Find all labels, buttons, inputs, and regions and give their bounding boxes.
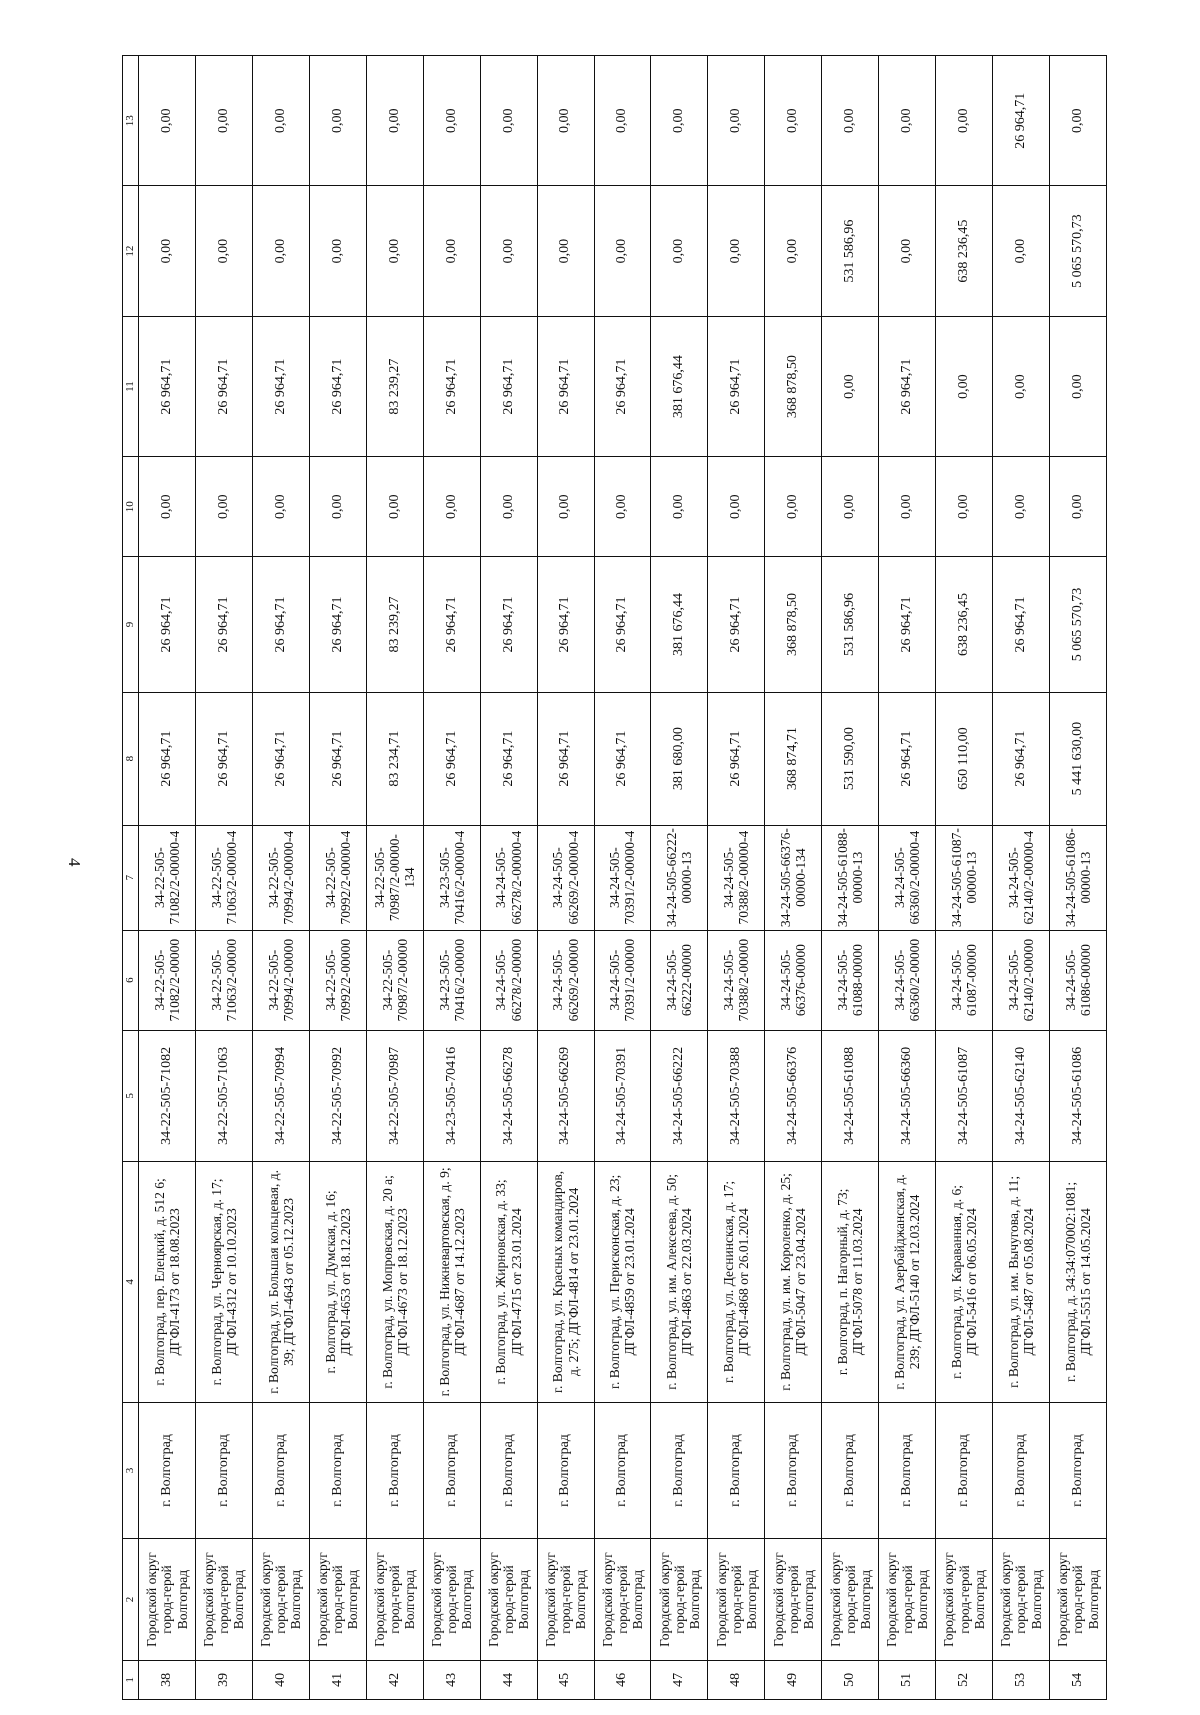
- table-row: [651, 56, 708, 1700]
- amount-col-10-cell: 0,00: [993, 457, 1050, 557]
- municipality-cell: Городской округ город-герой Волгоград: [708, 1539, 765, 1660]
- column-number-row: [123, 56, 139, 1700]
- amount-col-12-cell: 0,00: [195, 186, 252, 316]
- row-number-cell: 53: [993, 1660, 1050, 1699]
- amount-col-8-cell: 83 234,71: [366, 692, 423, 825]
- cadastral-code-cell: 34-22-505-71063: [195, 1030, 252, 1162]
- amount-col-8-cell: 531 590,00: [822, 692, 879, 825]
- cadastral-code-cell: 34-24-505-70388: [708, 1030, 765, 1162]
- address-agreement-cell: г. Волгоград, ул. им. Алексеева, д. 50; ДГФЛ-4863 от 22.03.2024: [651, 1162, 708, 1402]
- address-agreement-cell: г. Волгоград, ул. Жирновская, д. 33; ДГФЛ-4715 от 23.01.2024: [480, 1162, 537, 1402]
- column-number: 5: [123, 1030, 139, 1162]
- cadastral-code-cell: 34-22-505-70992: [309, 1030, 366, 1162]
- column-number: 12: [123, 186, 139, 316]
- cadastral-code-cell: 34-24-505-66360: [879, 1030, 936, 1162]
- address-agreement-cell: г. Волгоград, ул. Перисконская, д. 23; ДГФЛ-4859 от 23.01.2024: [594, 1162, 651, 1402]
- amount-col-9-cell: 381 676,44: [651, 557, 708, 692]
- tech-conditions-id-cell: 34-24-505-66269/2-00000: [537, 930, 594, 1030]
- table-row: [1050, 56, 1107, 1700]
- cadastral-code-cell: 34-24-505-62140: [993, 1030, 1050, 1162]
- municipality-cell: Городской округ город-герой Волгоград: [879, 1539, 936, 1660]
- table-body: [139, 56, 1107, 1700]
- municipality-cell: Городской округ город-герой Волгоград: [366, 1539, 423, 1660]
- application-id-cell: 34-24-505-66360/2-00000-4: [879, 825, 936, 930]
- application-id-cell: 34-24-505-66222-00000-13: [651, 825, 708, 930]
- row-number-cell: 46: [594, 1660, 651, 1699]
- table-row: [765, 56, 822, 1700]
- amount-col-12-cell: 0,00: [708, 186, 765, 316]
- table-row: [537, 56, 594, 1700]
- application-id-cell: 34-24-505-66278/2-00000-4: [480, 825, 537, 930]
- amount-col-8-cell: 26 964,71: [537, 692, 594, 825]
- table-row: [708, 56, 765, 1700]
- amount-col-9-cell: 26 964,71: [993, 557, 1050, 692]
- amount-col-8-cell: 26 964,71: [309, 692, 366, 825]
- amount-col-12-cell: 531 586,96: [822, 186, 879, 316]
- table-row: [309, 56, 366, 1700]
- tech-conditions-id-cell: 34-22-505-71082/2-00000: [139, 930, 196, 1030]
- row-number-cell: 43: [423, 1660, 480, 1699]
- amount-col-8-cell: 26 964,71: [480, 692, 537, 825]
- amount-col-12-cell: 0,00: [480, 186, 537, 316]
- application-id-cell: 34-24-505-61086-00000-13: [1050, 825, 1107, 930]
- tech-conditions-id-cell: 34-24-505-66376-00000: [765, 930, 822, 1030]
- tech-conditions-id-cell: 34-22-505-70987/2-00000: [366, 930, 423, 1030]
- amount-col-9-cell: 26 964,71: [708, 557, 765, 692]
- application-id-cell: 34-22-505-70987/2-00000-134: [366, 825, 423, 930]
- amount-col-8-cell: 5 441 630,00: [1050, 692, 1107, 825]
- municipality-cell: Городской округ город-герой Волгоград: [537, 1539, 594, 1660]
- municipality-cell: Городской округ город-герой Волгоград: [594, 1539, 651, 1660]
- amount-col-9-cell: 26 964,71: [309, 557, 366, 692]
- amount-col-11-cell: 26 964,71: [594, 316, 651, 456]
- tech-conditions-id-cell: 34-24-505-61087-00000: [936, 930, 993, 1030]
- cadastral-code-cell: 34-22-505-70994: [252, 1030, 309, 1162]
- amount-col-8-cell: 26 964,71: [993, 692, 1050, 825]
- amount-col-13-cell: 0,00: [1050, 56, 1107, 187]
- amount-col-13-cell: 0,00: [651, 56, 708, 187]
- tech-conditions-id-cell: 34-24-505-66222-00000: [651, 930, 708, 1030]
- application-id-cell: 34-24-505-70391/2-00000-4: [594, 825, 651, 930]
- table-row: [594, 56, 651, 1700]
- amount-col-12-cell: 0,00: [765, 186, 822, 316]
- amount-col-10-cell: 0,00: [822, 457, 879, 557]
- settlement-cell: г. Волгоград: [651, 1402, 708, 1539]
- table-row: [139, 56, 196, 1700]
- page-number: 4: [65, 858, 84, 867]
- address-agreement-cell: г. Волгоград, ул. Нижневартовская, д. 9; ДГФЛ-4687 от 14.12.2023: [423, 1162, 480, 1402]
- column-number: 11: [123, 316, 139, 456]
- amount-col-13-cell: 0,00: [765, 56, 822, 187]
- settlement-cell: г. Волгоград: [195, 1402, 252, 1539]
- tech-conditions-id-cell: 34-24-505-62140/2-00000: [993, 930, 1050, 1030]
- amount-col-9-cell: 368 878,50: [765, 557, 822, 692]
- settlement-cell: г. Волгоград: [708, 1402, 765, 1539]
- tech-conditions-id-cell: 34-24-505-61086-00000: [1050, 930, 1107, 1030]
- tech-conditions-id-cell: 34-22-505-71063/2-00000: [195, 930, 252, 1030]
- amount-col-13-cell: 0,00: [936, 56, 993, 187]
- amount-col-10-cell: 0,00: [1050, 457, 1107, 557]
- address-agreement-cell: г. Волгоград, ул. Думская, д. 16; ДГФЛ-4653 от 18.12.2023: [309, 1162, 366, 1402]
- amount-col-13-cell: 0,00: [423, 56, 480, 187]
- address-agreement-cell: г. Волгоград, пер. Елецкий, д. 512 6; ДГФЛ-4173 от 18.08.2023: [139, 1162, 196, 1402]
- amount-col-9-cell: 26 964,71: [195, 557, 252, 692]
- cadastral-code-cell: 34-22-505-71082: [139, 1030, 196, 1162]
- row-number-cell: 41: [309, 1660, 366, 1699]
- tech-conditions-id-cell: 34-24-505-66278/2-00000: [480, 930, 537, 1030]
- tech-conditions-id-cell: 34-24-505-61088-00000: [822, 930, 879, 1030]
- amount-col-9-cell: 5 065 570,73: [1050, 557, 1107, 692]
- address-agreement-cell: г. Волгоград, ул. им. Вычугова, д. 11; ДГФЛ-5487 от 05.08.2024: [993, 1162, 1050, 1402]
- column-number: 13: [123, 56, 139, 187]
- row-number-cell: 49: [765, 1660, 822, 1699]
- row-number-cell: 48: [708, 1660, 765, 1699]
- column-number: 7: [123, 825, 139, 930]
- application-id-cell: 34-24-505-62140/2-00000-4: [993, 825, 1050, 930]
- amount-col-10-cell: 0,00: [537, 457, 594, 557]
- amount-col-13-cell: 0,00: [480, 56, 537, 187]
- amount-col-12-cell: 5 065 570,73: [1050, 186, 1107, 316]
- amount-col-13-cell: 0,00: [195, 56, 252, 187]
- row-number-cell: 40: [252, 1660, 309, 1699]
- amount-col-11-cell: 83 239,27: [366, 316, 423, 456]
- address-agreement-cell: г. Волгоград, ул. Деснинская, д. 17; ДГФЛ-4868 от 26.01.2024: [708, 1162, 765, 1402]
- municipality-cell: Городской округ город-герой Волгоград: [1050, 1539, 1107, 1660]
- amount-col-9-cell: 531 586,96: [822, 557, 879, 692]
- cadastral-code-cell: 34-24-505-70391: [594, 1030, 651, 1162]
- amount-col-12-cell: 0,00: [993, 186, 1050, 316]
- cadastral-code-cell: 34-24-505-66376: [765, 1030, 822, 1162]
- settlement-cell: г. Волгоград: [537, 1402, 594, 1539]
- amount-col-13-cell: 0,00: [139, 56, 196, 187]
- amount-col-10-cell: 0,00: [765, 457, 822, 557]
- settlement-cell: г. Волгоград: [480, 1402, 537, 1539]
- amount-col-12-cell: 0,00: [879, 186, 936, 316]
- amount-col-9-cell: 83 239,27: [366, 557, 423, 692]
- address-agreement-cell: г. Волгоград, ул. Азербайджанская, д. 239; ДГФЛ-5140 от 12.03.2024: [879, 1162, 936, 1402]
- amount-col-8-cell: 26 964,71: [252, 692, 309, 825]
- tech-conditions-id-cell: 34-23-505-70416/2-00000: [423, 930, 480, 1030]
- application-id-cell: 34-24-505-66376-00000-134: [765, 825, 822, 930]
- tech-conditions-id-cell: 34-24-505-70388/2-00000: [708, 930, 765, 1030]
- amount-col-10-cell: 0,00: [480, 457, 537, 557]
- application-id-cell: 34-22-505-71063/2-00000-4: [195, 825, 252, 930]
- table-row: [252, 56, 309, 1700]
- table-row: [480, 56, 537, 1700]
- municipality-cell: Городской округ город-герой Волгоград: [252, 1539, 309, 1660]
- amount-col-11-cell: 0,00: [822, 316, 879, 456]
- amount-col-10-cell: 0,00: [139, 457, 196, 557]
- municipality-cell: Городской округ город-герой Волгоград: [309, 1539, 366, 1660]
- amount-col-11-cell: 26 964,71: [708, 316, 765, 456]
- amount-col-10-cell: 0,00: [879, 457, 936, 557]
- application-id-cell: 34-22-505-70994/2-00000-4: [252, 825, 309, 930]
- column-number: 4: [123, 1162, 139, 1402]
- cadastral-code-cell: 34-24-505-66222: [651, 1030, 708, 1162]
- amount-col-8-cell: 368 874,71: [765, 692, 822, 825]
- row-number-cell: 47: [651, 1660, 708, 1699]
- tech-conditions-id-cell: 34-24-505-70391/2-00000: [594, 930, 651, 1030]
- amount-col-10-cell: 0,00: [708, 457, 765, 557]
- amount-col-8-cell: 26 964,71: [594, 692, 651, 825]
- application-id-cell: 34-22-505-71082/2-00000-4: [139, 825, 196, 930]
- address-agreement-cell: г. Волгоград, ул. Большая кольцевая, д. 39; ДГФЛ-4643 от 05.12.2023: [252, 1162, 309, 1402]
- column-number: 3: [123, 1402, 139, 1539]
- settlement-cell: г. Волгоград: [366, 1402, 423, 1539]
- amount-col-8-cell: 26 964,71: [195, 692, 252, 825]
- amount-col-11-cell: 26 964,71: [537, 316, 594, 456]
- amount-col-9-cell: 26 964,71: [879, 557, 936, 692]
- settlement-cell: г. Волгоград: [879, 1402, 936, 1539]
- row-number-cell: 44: [480, 1660, 537, 1699]
- municipality-cell: Городской округ город-герой Волгоград: [822, 1539, 879, 1660]
- settlement-cell: г. Волгоград: [309, 1402, 366, 1539]
- cadastral-code-cell: 34-23-505-70416: [423, 1030, 480, 1162]
- amount-col-12-cell: 0,00: [594, 186, 651, 316]
- address-agreement-cell: г. Волгоград, ул. Красных командиров, д. 275; ДГФЛ-4814 от 23.01.2024: [537, 1162, 594, 1402]
- table-row: [366, 56, 423, 1700]
- tech-conditions-id-cell: 34-22-505-70992/2-00000: [309, 930, 366, 1030]
- cadastral-code-cell: 34-22-505-70987: [366, 1030, 423, 1162]
- application-id-cell: 34-22-505-70992/2-00000-4: [309, 825, 366, 930]
- table-row: [879, 56, 936, 1700]
- amount-col-8-cell: 26 964,71: [708, 692, 765, 825]
- cadastral-code-cell: 34-24-505-66269: [537, 1030, 594, 1162]
- amount-col-9-cell: 26 964,71: [594, 557, 651, 692]
- address-agreement-cell: г. Волгоград, ул. Караванная, д. 6; ДГФЛ-5416 от 06.05.2024: [936, 1162, 993, 1402]
- settlement-cell: г. Волгоград: [252, 1402, 309, 1539]
- municipality-cell: Городской округ город-герой Волгоград: [195, 1539, 252, 1660]
- settlement-cell: г. Волгоград: [1050, 1402, 1107, 1539]
- amount-col-12-cell: 0,00: [309, 186, 366, 316]
- amount-col-9-cell: 26 964,71: [252, 557, 309, 692]
- amount-col-13-cell: 0,00: [822, 56, 879, 187]
- address-agreement-cell: г. Волгоград, п. Нагорный, д. 73; ДГФЛ-5078 от 11.03.2024: [822, 1162, 879, 1402]
- address-agreement-cell: г. Волгоград, д. 34:34:070002:1081; ДГФЛ-5515 от 14.05.2024: [1050, 1162, 1107, 1402]
- amount-col-11-cell: 26 964,71: [139, 316, 196, 456]
- amount-col-10-cell: 0,00: [195, 457, 252, 557]
- municipality-cell: Городской округ город-герой Волгоград: [139, 1539, 196, 1660]
- municipality-cell: Городской округ город-герой Волгоград: [651, 1539, 708, 1660]
- tech-conditions-id-cell: 34-22-505-70994/2-00000: [252, 930, 309, 1030]
- amount-col-13-cell: 0,00: [252, 56, 309, 187]
- amount-col-10-cell: 0,00: [651, 457, 708, 557]
- amount-col-8-cell: 381 680,00: [651, 692, 708, 825]
- amount-col-13-cell: 0,00: [366, 56, 423, 187]
- row-number-cell: 39: [195, 1660, 252, 1699]
- amount-col-9-cell: 26 964,71: [139, 557, 196, 692]
- column-number: 10: [123, 457, 139, 557]
- row-number-cell: 54: [1050, 1660, 1107, 1699]
- amount-col-10-cell: 0,00: [423, 457, 480, 557]
- amount-col-9-cell: 26 964,71: [480, 557, 537, 692]
- address-agreement-cell: г. Волгоград, ул. Мопровская, д. 20 а; ДГФЛ-4673 от 18.12.2023: [366, 1162, 423, 1402]
- amount-col-11-cell: 0,00: [993, 316, 1050, 456]
- municipality-cell: Городской округ город-герой Волгоград: [765, 1539, 822, 1660]
- amount-col-12-cell: 0,00: [651, 186, 708, 316]
- municipality-cell: Городской округ город-герой Волгоград: [423, 1539, 480, 1660]
- table-row: [993, 56, 1050, 1700]
- amount-col-11-cell: 26 964,71: [480, 316, 537, 456]
- amount-col-10-cell: 0,00: [936, 457, 993, 557]
- table-row: [195, 56, 252, 1700]
- amount-col-10-cell: 0,00: [309, 457, 366, 557]
- row-number-cell: 51: [879, 1660, 936, 1699]
- application-id-cell: 34-24-505-61088-00000-13: [822, 825, 879, 930]
- row-number-cell: 52: [936, 1660, 993, 1699]
- amount-col-12-cell: 0,00: [537, 186, 594, 316]
- settlement-cell: г. Волгоград: [936, 1402, 993, 1539]
- cadastral-code-cell: 34-24-505-61088: [822, 1030, 879, 1162]
- application-id-cell: 34-24-505-66269/2-00000-4: [537, 825, 594, 930]
- amount-col-8-cell: 26 964,71: [879, 692, 936, 825]
- amount-col-11-cell: 26 964,71: [309, 316, 366, 456]
- cadastral-code-cell: 34-24-505-66278: [480, 1030, 537, 1162]
- row-number-cell: 38: [139, 1660, 196, 1699]
- amount-col-8-cell: 26 964,71: [139, 692, 196, 825]
- amount-col-12-cell: 0,00: [252, 186, 309, 316]
- amount-col-12-cell: 0,00: [366, 186, 423, 316]
- amount-col-11-cell: 368 878,50: [765, 316, 822, 456]
- cadastral-code-cell: 34-24-505-61087: [936, 1030, 993, 1162]
- amount-col-10-cell: 0,00: [252, 457, 309, 557]
- amount-col-11-cell: 0,00: [936, 316, 993, 456]
- column-number: 2: [123, 1539, 139, 1660]
- column-number: 1: [123, 1660, 139, 1699]
- table-row: [936, 56, 993, 1700]
- amount-col-8-cell: 650 110,00: [936, 692, 993, 825]
- amount-col-13-cell: 0,00: [879, 56, 936, 187]
- amount-col-9-cell: 26 964,71: [537, 557, 594, 692]
- cadastral-code-cell: 34-24-505-61086: [1050, 1030, 1107, 1162]
- application-id-cell: 34-24-505-61087-00000-13: [936, 825, 993, 930]
- application-id-cell: 34-23-505-70416/2-00000-4: [423, 825, 480, 930]
- amount-col-10-cell: 0,00: [366, 457, 423, 557]
- settlement-cell: г. Волгоград: [423, 1402, 480, 1539]
- amount-col-13-cell: 0,00: [708, 56, 765, 187]
- amount-col-13-cell: 0,00: [537, 56, 594, 187]
- table-row: [423, 56, 480, 1700]
- municipality-cell: Городской округ город-герой Волгоград: [480, 1539, 537, 1660]
- row-number-cell: 45: [537, 1660, 594, 1699]
- settlement-cell: г. Волгоград: [765, 1402, 822, 1539]
- amount-col-11-cell: 381 676,44: [651, 316, 708, 456]
- settlement-cell: г. Волгоград: [594, 1402, 651, 1539]
- row-number-cell: 50: [822, 1660, 879, 1699]
- amount-col-12-cell: 0,00: [423, 186, 480, 316]
- row-number-cell: 42: [366, 1660, 423, 1699]
- column-number: 8: [123, 692, 139, 825]
- address-agreement-cell: г. Волгоград, ул. им. Короленко, д. 25; ДГФЛ-5047 от 23.04.2024: [765, 1162, 822, 1402]
- amount-col-13-cell: 0,00: [594, 56, 651, 187]
- settlement-cell: г. Волгоград: [993, 1402, 1050, 1539]
- amount-col-11-cell: 26 964,71: [252, 316, 309, 456]
- settlement-cell: г. Волгоград: [139, 1402, 196, 1539]
- amount-col-12-cell: 638 236,45: [936, 186, 993, 316]
- municipality-cell: Городской округ город-герой Волгоград: [993, 1539, 1050, 1660]
- amount-col-10-cell: 0,00: [594, 457, 651, 557]
- settlement-cell: г. Волгоград: [822, 1402, 879, 1539]
- column-number: 6: [123, 930, 139, 1030]
- data-table: [122, 55, 1107, 1700]
- amount-col-11-cell: 0,00: [1050, 316, 1107, 456]
- column-number: 9: [123, 557, 139, 692]
- tech-conditions-id-cell: 34-24-505-66360/2-00000: [879, 930, 936, 1030]
- application-id-cell: 34-24-505-70388/2-00000-4: [708, 825, 765, 930]
- amount-col-13-cell: 0,00: [309, 56, 366, 187]
- amount-col-11-cell: 26 964,71: [879, 316, 936, 456]
- amount-col-12-cell: 0,00: [139, 186, 196, 316]
- rotated-table-container: [122, 55, 1107, 1700]
- amount-col-13-cell: 26 964,71: [993, 56, 1050, 187]
- municipality-cell: Городской округ город-герой Волгоград: [936, 1539, 993, 1660]
- amount-col-9-cell: 26 964,71: [423, 557, 480, 692]
- table-row: [822, 56, 879, 1700]
- amount-col-11-cell: 26 964,71: [423, 316, 480, 456]
- address-agreement-cell: г. Волгоград, ул. Черноярская, д. 17; ДГФЛ-4312 от 10.10.2023: [195, 1162, 252, 1402]
- amount-col-8-cell: 26 964,71: [423, 692, 480, 825]
- amount-col-9-cell: 638 236,45: [936, 557, 993, 692]
- amount-col-11-cell: 26 964,71: [195, 316, 252, 456]
